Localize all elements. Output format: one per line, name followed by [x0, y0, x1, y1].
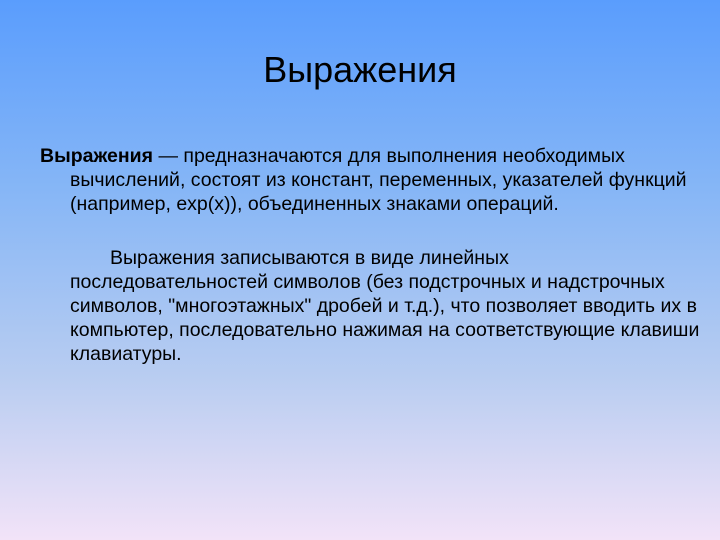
paragraph-notation — [40, 246, 700, 366]
paragraph-definition — [40, 144, 700, 216]
definition-text: — предназначаются для выполнения необходимых вычислений, состоят из констант, переменных, указателей функций (например, exp(x)), объединенных знаками операций. — [70, 145, 687, 215]
notation-text: Выражения записываются в виде линейных последовательностей символов (без подстрочных и надстрочных символов, "многоэтажных" дробей и т.д.), что позволяет вводить их в компьютер, последовательно нажимая на соответствующие клавиши клавиатуры. — [70, 247, 700, 365]
term-expressions: Выражения — [40, 145, 154, 167]
slide-title: Выражения — [263, 49, 457, 90]
slide-body — [40, 144, 700, 366]
